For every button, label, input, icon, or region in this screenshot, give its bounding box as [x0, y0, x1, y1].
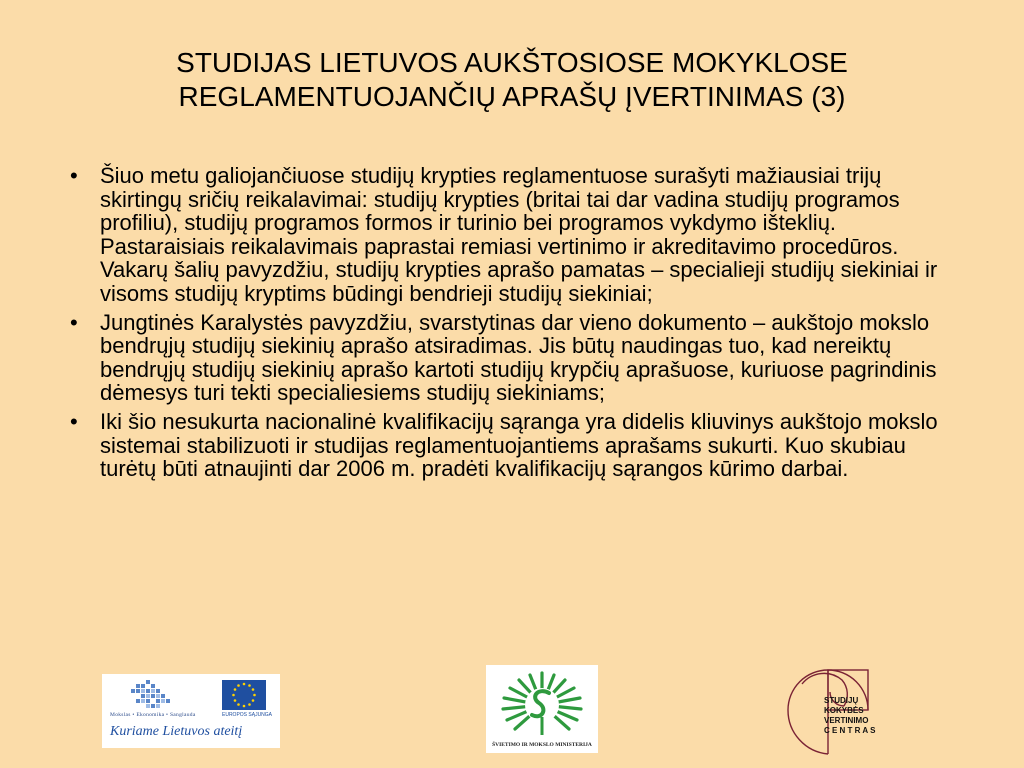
esf-eu-logo: [102, 674, 280, 748]
skvc-line-4: C E N T R A S: [824, 726, 876, 735]
esf-slogan: Kuriame Lietuvos ateitį: [110, 724, 243, 739]
skvc-line-1: STUDIJŲ: [824, 696, 859, 705]
logo-strip: [0, 660, 1024, 760]
skvc-line-3: VERTINIMO: [824, 716, 869, 725]
slide-title: [40, 46, 984, 114]
bullet-item: [70, 164, 950, 306]
skvc-line-2: KOKYBĖS: [824, 706, 864, 715]
eu-caption: EUROPOS SĄJUNGA: [222, 712, 273, 718]
bullet-dot-icon: •: [70, 408, 78, 434]
bullet-dot-icon: •: [70, 309, 78, 335]
bullet-item: [70, 410, 950, 481]
title-line-1: STUDIJAS LIETUVOS AUKŠTOSIOSE MOKYKLOSE: [176, 47, 848, 78]
bullet-text: Šiuo metu galiojančiuose studijų krypties reglamentuose surašyti mažiausiai trijų skirtingų sričių reikalavimai: studijų krypties (britai tai dar vadina studijų programos profiliu), studijų programos formos ir turinio bei programos vykdymo išteklių. Pastaraisiais reikalavimais paprastai remiasi vertinimo ir akreditavimo procedūros. Vakarų šalių pavyzdžiu, studijų krypties aprašo pamatas – specialieji studijų siekiniai ir visoms studijų kryptims būdingi bendrieji studijų siekiniai;: [100, 163, 938, 306]
ministry-caption: ŠVIETIMO IR MOKSLO MINISTERIJA: [492, 742, 592, 748]
ministry-emblem-icon: [486, 665, 598, 741]
title-line-2: REGLAMENTUOJANČIŲ APRAŠŲ ĮVERTINIMAS (3): [178, 81, 846, 112]
bullet-list: [70, 164, 950, 486]
ministry-logo: [486, 665, 598, 753]
skvc-wordmark: [824, 696, 875, 736]
esf-caption: Mokslas • Ekonomika • Sanglauda: [110, 712, 196, 718]
bullet-item: [70, 311, 950, 405]
bullet-text: Jungtinės Karalystės pavyzdžiu, svarstytinas dar vieno dokumento – aukštojo mokslo bendrųjų studijų siekinių aprašo atsiradimas. Jis būtų naudingas tuo, kad nereiktų bendrųjų studijų siekinių aprašo kartoti studijų krypčių aprašuose, kuriuose pagrindinis dėmesys turi tekti specialiesiems studijų siekiniams;: [100, 309, 937, 406]
skvc-logo: [782, 664, 900, 758]
bullet-dot-icon: •: [70, 163, 78, 188]
bullet-text: Iki šio nesukurta nacionalinė kvalifikacijų sąranga yra didelis kliuvinys aukštojo mokslo sistemai stabilizuoti ir studijas reglamentuojantiems aprašams sukurti. Kuo skubiau turėtų būti atnaujinti dar 2006 m. pradėti kvalifikacijų sąrangos kūrimo darbai.: [100, 408, 938, 482]
